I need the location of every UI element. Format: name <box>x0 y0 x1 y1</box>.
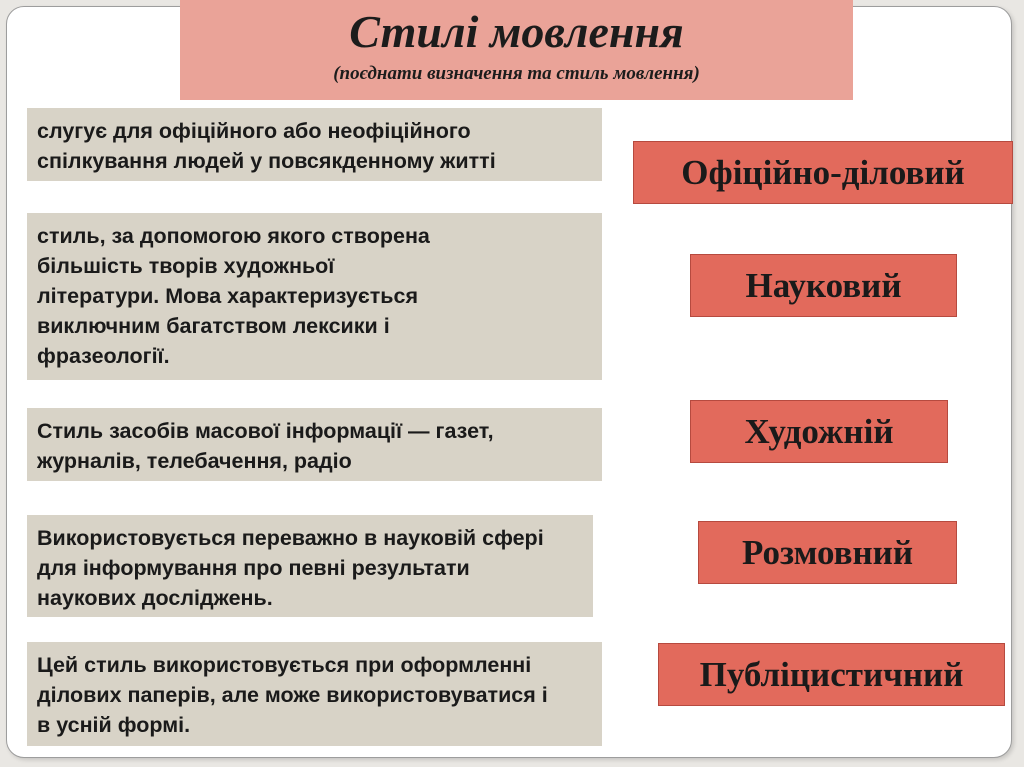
style-card-scientific[interactable]: Науковий <box>690 254 957 317</box>
definition-card-1[interactable]: слугує для офіційного або неофіційного спілкування людей у повсякденному житті <box>27 108 602 181</box>
definition-card-4[interactable]: Використовується переважно в науковій сфері для інформування про певні результати наукових досліджень. <box>27 515 593 617</box>
definition-card-2[interactable]: стиль, за допомогою якого створена більшість творів художньої літератури. Мова характеризується виключним багатством лексики і фразеології. <box>27 213 602 380</box>
style-card-official[interactable]: Офіційно-діловий <box>633 141 1013 204</box>
style-card-journalistic[interactable]: Публіцистичний <box>658 643 1005 706</box>
style-card-colloquial[interactable]: Розмовний <box>698 521 957 584</box>
definition-card-3[interactable]: Стиль засобів масової інформації — газет, журналів, телебачення, радіо <box>27 408 602 481</box>
page-title: Стилі мовлення <box>349 6 684 57</box>
page-subtitle: (поєднати визначення та стиль мовлення) <box>333 63 700 84</box>
style-card-artistic[interactable]: Художній <box>690 400 948 463</box>
definition-card-5[interactable]: Цей стиль використовується при оформленні ділових паперів, але може використовуватися і в усній формі. <box>27 642 602 746</box>
title-box <box>180 0 853 100</box>
